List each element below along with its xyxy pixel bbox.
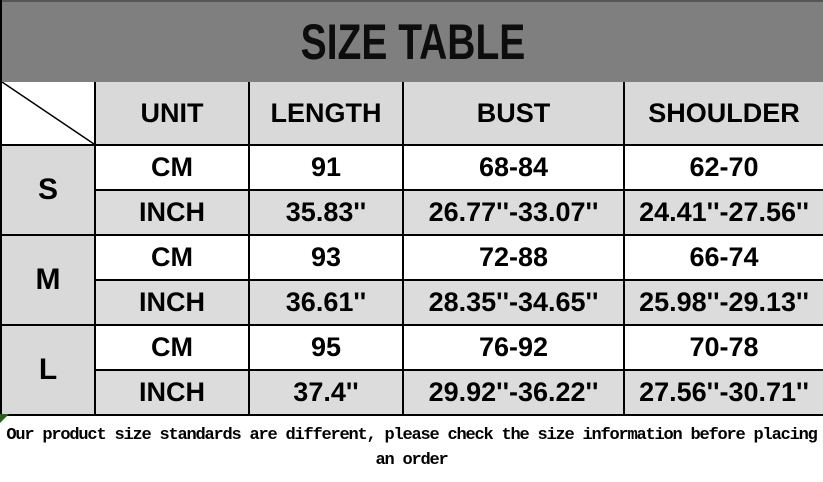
l-cm-shoulder: 70-78 bbox=[624, 325, 823, 370]
table-row-l-inch bbox=[2, 370, 823, 415]
note-line-1: Our product size standards are different, please check the size information before placing bbox=[6, 426, 817, 445]
diagonal-line-icon bbox=[2, 82, 94, 144]
s-inch-unit: INCH bbox=[95, 190, 249, 235]
table-row-s-cm bbox=[2, 145, 823, 190]
header-shoulder: SHOULDER bbox=[624, 82, 823, 145]
l-cm-unit: CM bbox=[95, 325, 249, 370]
size-label-m: M bbox=[2, 235, 95, 325]
size-table bbox=[2, 82, 823, 416]
l-inch-unit: INCH bbox=[95, 370, 249, 415]
s-cm-length: 91 bbox=[249, 145, 403, 190]
l-inch-length: 37.4'' bbox=[249, 370, 403, 415]
s-cm-unit: CM bbox=[95, 145, 249, 190]
size-label-l: L bbox=[2, 325, 95, 415]
m-cm-unit: CM bbox=[95, 235, 249, 280]
m-inch-bust: 28.35''-34.65'' bbox=[403, 280, 624, 325]
green-corner-marker-icon bbox=[0, 414, 9, 423]
size-label-s: S bbox=[2, 145, 95, 235]
corner-cell bbox=[2, 82, 95, 145]
size-note bbox=[0, 416, 823, 481]
m-inch-length: 36.61'' bbox=[249, 280, 403, 325]
m-cm-bust: 72-88 bbox=[403, 235, 624, 280]
s-inch-bust: 26.77''-33.07'' bbox=[403, 190, 624, 235]
header-unit: UNIT bbox=[95, 82, 249, 145]
header-row bbox=[2, 82, 823, 145]
table-row-l-cm bbox=[2, 325, 823, 370]
m-inch-shoulder: 25.98''-29.13'' bbox=[624, 280, 823, 325]
header-bust: BUST bbox=[403, 82, 624, 145]
m-cm-shoulder: 66-74 bbox=[624, 235, 823, 280]
table-row-m-cm bbox=[2, 235, 823, 280]
m-cm-length: 93 bbox=[249, 235, 403, 280]
table-row-m-inch bbox=[2, 280, 823, 325]
s-inch-length: 35.83'' bbox=[249, 190, 403, 235]
l-cm-bust: 76-92 bbox=[403, 325, 624, 370]
note-line-2: an order bbox=[375, 451, 448, 470]
title-bar bbox=[2, 0, 823, 82]
l-inch-shoulder: 27.56''-30.71'' bbox=[624, 370, 823, 415]
s-cm-shoulder: 62-70 bbox=[624, 145, 823, 190]
table-row-s-inch bbox=[2, 190, 823, 235]
s-cm-bust: 68-84 bbox=[403, 145, 624, 190]
m-inch-unit: INCH bbox=[95, 280, 249, 325]
s-inch-shoulder: 24.41''-27.56'' bbox=[624, 190, 823, 235]
header-length: LENGTH bbox=[249, 82, 403, 145]
page-title: SIZE TABLE bbox=[300, 14, 525, 70]
l-cm-length: 95 bbox=[249, 325, 403, 370]
l-inch-bust: 29.92''-36.22'' bbox=[403, 370, 624, 415]
